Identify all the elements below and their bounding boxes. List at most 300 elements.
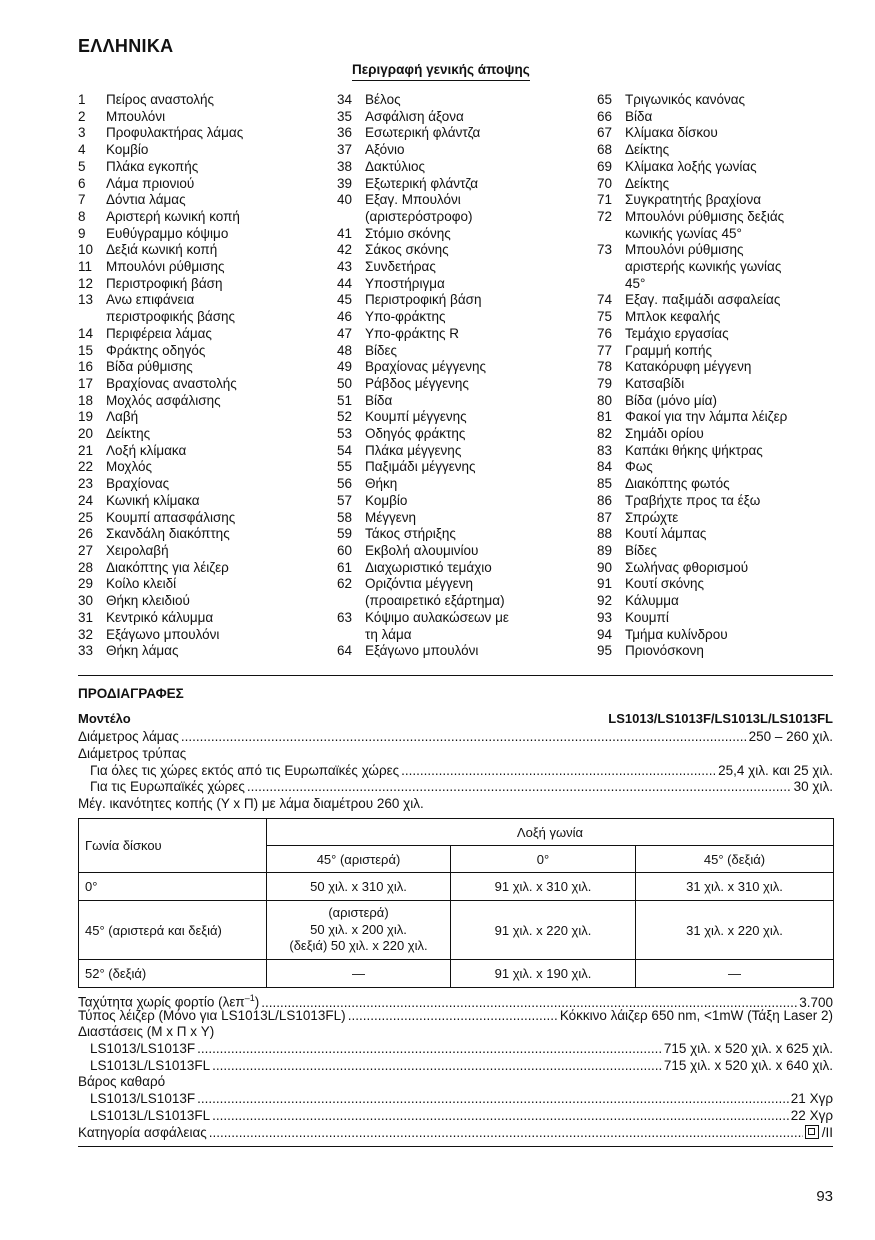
- table-cell: 0°: [79, 873, 267, 901]
- part-name: Κομβίο: [106, 142, 149, 158]
- part-number: 63: [337, 609, 353, 625]
- part-list-item: [597, 242, 787, 292]
- part-name: Πλάκα εγκοπής: [106, 158, 199, 174]
- part-list-item: [337, 226, 509, 243]
- part-list-item: [78, 109, 243, 126]
- weight-row-1: [90, 1090, 833, 1107]
- table-cell: —: [267, 960, 451, 988]
- part-number: 51: [337, 392, 353, 408]
- part-number: 54: [337, 442, 353, 458]
- part-list-item: [597, 510, 787, 527]
- dimensions-value: 715 χιλ. x 520 χιλ. x 625 χιλ.: [663, 1041, 833, 1056]
- part-name: Θήκη: [365, 476, 398, 492]
- part-number: 32: [78, 626, 94, 642]
- part-list-item: [337, 526, 509, 543]
- part-name: Βίδες: [625, 542, 658, 558]
- part-number: 88: [597, 526, 613, 542]
- part-list-item: [597, 292, 787, 309]
- table-col-header: 45° (αριστερά): [267, 846, 451, 873]
- part-name: Εξωτερική φλάντζα: [365, 175, 479, 191]
- part-list-item: [78, 627, 243, 644]
- part-name: Τάκος στήριξης: [365, 526, 456, 542]
- no-load-speed-unit-exponent: –1: [244, 993, 255, 1003]
- part-list-item: [337, 343, 509, 360]
- part-name: Κλίμακα λοξής γωνίας: [625, 158, 757, 174]
- part-number: 73: [597, 242, 613, 258]
- part-number: 18: [78, 392, 94, 408]
- part-number: 77: [597, 342, 613, 358]
- table-row-header: Γωνία δίσκου: [79, 819, 267, 873]
- part-name: Φως: [625, 459, 653, 475]
- part-list-item: [597, 610, 787, 627]
- part-number: 53: [337, 426, 353, 442]
- part-list-item: [78, 610, 243, 627]
- leader-dots: [181, 728, 747, 745]
- part-list-item: [337, 476, 509, 493]
- part-name: Δόντια λάμας: [106, 192, 186, 208]
- part-list-item: [78, 192, 243, 209]
- part-number: 89: [597, 542, 613, 558]
- part-number: 57: [337, 492, 353, 508]
- part-list-item: [597, 627, 787, 644]
- part-name: Εκβολή αλουμινίου: [365, 542, 479, 558]
- table-cell: 91 χιλ. x 220 χιλ.: [451, 901, 636, 960]
- overview-title: Περιγραφή γενικής άποψης: [352, 62, 530, 81]
- table-cell: 52° (δεξιά): [79, 960, 267, 988]
- model-value: LS1013/LS1013F/LS1013L/LS1013FL: [608, 711, 833, 726]
- part-number: 13: [78, 292, 94, 308]
- part-number: 5: [78, 158, 86, 174]
- part-name: Βραχίονας μέγγενης: [365, 359, 486, 375]
- weight-label: Βάρος καθαρό: [78, 1074, 166, 1089]
- part-name: Φακοί για την λάμπα λέιζερ: [625, 409, 788, 425]
- part-name: Αξόνιο: [365, 142, 405, 158]
- part-name: Οδηγός φράκτης: [365, 426, 466, 442]
- part-name: Κουμπί απασφάλισης: [106, 509, 236, 525]
- part-list-item: [78, 459, 243, 476]
- part-name: Κωνική κλίμακα: [106, 492, 200, 508]
- no-load-speed-text: Ταχύτητα χωρίς φορτίο (λεπ: [78, 994, 245, 1010]
- hole-diameter-label: Διάμετρος τρύπας: [78, 746, 187, 761]
- part-name: Υποστήριγμα: [365, 275, 445, 291]
- safety-class-label: Κατηγορία ασφάλειας: [78, 1125, 207, 1140]
- part-list-item: [337, 443, 509, 460]
- part-number: 69: [597, 158, 613, 174]
- part-name: Μοχλός: [106, 459, 153, 475]
- part-name: Δεξιά κωνική κοπή: [106, 242, 218, 258]
- part-name: Βραχίονας: [106, 476, 170, 492]
- part-name: Γραμμή κοπής: [625, 342, 712, 358]
- part-list-item: [337, 242, 509, 259]
- part-list-item: [337, 276, 509, 293]
- part-name: Δείκτης: [106, 426, 151, 442]
- part-number: 72: [597, 208, 613, 224]
- table-row: [79, 960, 834, 988]
- part-number: 61: [337, 559, 353, 575]
- part-list-item: [78, 510, 243, 527]
- part-name: Βίδα ρύθμισης: [106, 359, 193, 375]
- safety-class-row: [78, 1124, 833, 1141]
- part-name: Παξιμάδι μέγγενης: [365, 459, 476, 475]
- part-list-item: [597, 576, 787, 593]
- part-name: Δείκτης: [625, 175, 670, 191]
- part-number: 33: [78, 643, 94, 659]
- part-list-item: [337, 610, 509, 643]
- bottom-divider: [78, 1146, 833, 1147]
- part-list-item: [597, 159, 787, 176]
- part-name: Καπάκι θήκης ψήκτρας: [625, 442, 763, 458]
- part-name: Κατακόρυφη μέγγενη: [625, 359, 752, 375]
- part-list-item: [597, 493, 787, 510]
- leader-dots: [209, 1124, 803, 1141]
- leader-dots: [197, 1040, 662, 1057]
- part-number: 11: [78, 259, 93, 275]
- part-number: 71: [597, 192, 613, 208]
- weight-value: 21 Χγρ: [790, 1091, 833, 1106]
- part-number: 1: [78, 92, 86, 107]
- part-list-item: [597, 543, 787, 560]
- part-number: 76: [597, 325, 613, 341]
- part-list-item: [337, 393, 509, 410]
- part-list-item: [337, 326, 509, 343]
- part-number: 9: [78, 225, 86, 241]
- part-number: 47: [337, 325, 353, 341]
- part-list-item: [597, 192, 787, 209]
- part-list-item: [337, 409, 509, 426]
- part-list-item: [78, 92, 243, 109]
- part-number: 24: [78, 492, 94, 508]
- part-name: Τραβήχτε προς τα έξω: [625, 492, 761, 508]
- part-name: Δείκτης: [625, 142, 670, 158]
- part-number: 2: [78, 108, 86, 124]
- part-name: Εξαγ. παξιμάδι ασφαλείας: [625, 292, 781, 308]
- part-number: 60: [337, 542, 353, 558]
- part-number: 59: [337, 526, 353, 542]
- part-list-item: [337, 376, 509, 393]
- parts-column-3: [597, 92, 787, 660]
- part-name: Κόψιμο αυλακώσεων με τη λάμα: [365, 609, 509, 642]
- part-name: Σκανδάλη διακόπτης: [106, 526, 230, 542]
- table-cell: 91 χιλ. x 190 χιλ.: [451, 960, 636, 988]
- part-list-item: [597, 526, 787, 543]
- part-list-item: [78, 593, 243, 610]
- part-number: 26: [78, 526, 94, 542]
- table-cell: 31 χιλ. x 220 χιλ.: [636, 901, 834, 960]
- part-name: Βίδες: [365, 342, 398, 358]
- dimensions-row-1: [90, 1040, 833, 1057]
- hole-eu-value: 30 χιλ.: [793, 779, 833, 794]
- hole-eu-label: Για τις Ευρωπαϊκές χώρες: [90, 779, 245, 794]
- part-list-item: [337, 142, 509, 159]
- part-number: 14: [78, 325, 94, 341]
- part-list-item: [78, 543, 243, 560]
- part-number: 35: [337, 108, 353, 124]
- blade-diameter-label: Διάμετρος λάμας: [78, 729, 179, 744]
- part-name: Μέγγενη: [365, 509, 417, 525]
- part-number: 39: [337, 175, 353, 191]
- part-name: Μπουλόνι ρύθμισης αριστερής κωνικής γωνίας 45°: [625, 242, 782, 291]
- dimensions-model-label: LS1013L/LS1013FL: [90, 1058, 211, 1073]
- no-load-speed-close: ): [254, 994, 260, 1010]
- part-name: Μπουλόνι ρύθμισης δεξιάς κωνικής γωνίας 45°: [625, 208, 785, 241]
- part-number: 22: [78, 459, 94, 475]
- part-number: 79: [597, 375, 613, 391]
- part-name: Οριζόντια μέγγενη (προαιρετικό εξάρτημα): [365, 576, 505, 609]
- part-list-item: [78, 526, 243, 543]
- part-list-item: [597, 426, 787, 443]
- part-name: Ανω επιφάνεια περιστροφικής βάσης: [106, 292, 236, 325]
- part-list-item: [337, 459, 509, 476]
- part-list-item: [337, 510, 509, 527]
- part-number: 8: [78, 208, 86, 224]
- part-number: 78: [597, 359, 613, 375]
- part-name: Τριγωνικός κανόνας: [625, 92, 746, 107]
- language-heading: ΕΛΛΗΝΙΚΑ: [78, 36, 174, 56]
- part-list-item: [597, 376, 787, 393]
- model-label: Μοντέλο: [78, 711, 131, 726]
- part-name: Μπουλόνι: [106, 108, 166, 124]
- part-list-item: [337, 109, 509, 126]
- part-number: 55: [337, 459, 353, 475]
- part-name: Λαβή: [106, 409, 139, 425]
- part-name: Σωλήνας φθορισμού: [625, 559, 749, 575]
- part-name: Χειρολαβή: [106, 542, 169, 558]
- part-list-item: [78, 376, 243, 393]
- part-list-item: [78, 359, 243, 376]
- part-list-item: [597, 560, 787, 577]
- part-list-item: [78, 393, 243, 410]
- part-number: 25: [78, 509, 94, 525]
- table-cell-line: (αριστερά): [328, 905, 389, 921]
- safety-class-value-wrap: [805, 1124, 833, 1141]
- part-name: Διακόπτης για λέιζερ: [106, 559, 229, 575]
- part-number: 17: [78, 375, 94, 391]
- part-name: Κοίλο κλειδί: [106, 576, 177, 592]
- blade-diameter-value: 250 – 260 χιλ.: [748, 729, 833, 744]
- table-cell: [267, 901, 451, 960]
- part-list-item: [78, 259, 243, 276]
- hole-non-eu-value: 25,4 χιλ. και 25 χιλ.: [718, 763, 833, 778]
- part-list-item: [337, 92, 509, 109]
- part-name: Βίδα: [365, 392, 393, 408]
- part-list-item: [337, 426, 509, 443]
- table-group-header: Λοξή γωνία: [267, 819, 834, 846]
- leader-dots: [212, 1057, 662, 1074]
- part-name: Περιστροφική βάση: [365, 292, 482, 308]
- cutting-capacity-table: [78, 818, 834, 988]
- part-list-item: [78, 409, 243, 426]
- part-number: 45: [337, 292, 353, 308]
- table-cell: 50 χιλ. x 310 χιλ.: [267, 873, 451, 901]
- part-name: Κατσαβίδι: [625, 375, 685, 391]
- part-number: 70: [597, 175, 613, 191]
- part-number: 23: [78, 476, 94, 492]
- part-list-item: [337, 259, 509, 276]
- dimensions-label: Διαστάσεις (Μ x Π x Υ): [78, 1024, 215, 1039]
- part-name: Λάμα πριονιού: [106, 175, 195, 191]
- table-row: [79, 901, 834, 960]
- part-number: 21: [78, 442, 94, 458]
- part-number: 49: [337, 359, 353, 375]
- part-list-item: [78, 292, 243, 325]
- part-name: Κουτί σκόνης: [625, 576, 705, 592]
- part-number: 94: [597, 626, 613, 642]
- part-list-item: [78, 443, 243, 460]
- part-name: Κουτί λάμπας: [625, 526, 707, 542]
- dimensions-model-label: LS1013/LS1013F: [90, 1041, 196, 1056]
- weight-model-label: LS1013L/LS1013FL: [90, 1108, 211, 1123]
- part-name: Κομβίο: [365, 492, 408, 508]
- part-name: Κάλυμμα: [625, 593, 679, 609]
- part-list-item: [597, 343, 787, 360]
- part-number: 37: [337, 142, 353, 158]
- part-list-item: [597, 476, 787, 493]
- part-number: 93: [597, 609, 613, 625]
- part-name: Σημάδι ορίου: [625, 426, 704, 442]
- part-name: Εσωτερική φλάντζα: [365, 125, 481, 141]
- part-list-item: [78, 159, 243, 176]
- part-name: Κουμπί: [625, 609, 669, 625]
- part-list-item: [597, 92, 787, 109]
- part-list-item: [78, 125, 243, 142]
- part-number: 46: [337, 309, 353, 325]
- leader-dots: [401, 762, 716, 779]
- part-name: Ευθύγραμμο κόψιμο: [106, 225, 229, 241]
- leader-dots: [247, 778, 792, 795]
- part-list-item: [597, 326, 787, 343]
- part-list-item: [597, 142, 787, 159]
- leader-dots: [197, 1090, 789, 1107]
- part-number: 41: [337, 225, 353, 241]
- part-list-item: [78, 142, 243, 159]
- part-number: 34: [337, 92, 353, 107]
- part-number: 81: [597, 409, 613, 425]
- part-list-item: [78, 242, 243, 259]
- part-list-item: [337, 176, 509, 193]
- hole-non-eu-label: Για όλες τις χώρες εκτός από τις Ευρωπαϊκές χώρες: [90, 763, 400, 778]
- part-number: 40: [337, 192, 353, 208]
- part-number: 44: [337, 275, 353, 291]
- table-cell: —: [636, 960, 834, 988]
- part-list-item: [337, 543, 509, 560]
- part-list-item: [78, 343, 243, 360]
- page-number: 93: [816, 1188, 833, 1205]
- part-number: 20: [78, 426, 94, 442]
- table-cell: 45° (αριστερά και δεξιά): [79, 901, 267, 960]
- part-name: Αριστερή κωνική κοπή: [106, 208, 240, 224]
- hole-non-eu-row: [90, 762, 833, 779]
- part-number: 16: [78, 359, 94, 375]
- part-number: 36: [337, 125, 353, 141]
- part-number: 19: [78, 409, 94, 425]
- part-list-item: [78, 276, 243, 293]
- part-number: 66: [597, 108, 613, 124]
- part-number: 38: [337, 158, 353, 174]
- table-col-header: 45° (δεξιά): [636, 846, 834, 873]
- part-number: 56: [337, 476, 353, 492]
- part-name: Σπρώχτε: [625, 509, 679, 525]
- part-name: Θήκη λάμας: [106, 643, 179, 659]
- part-name: Πριονόσκονη: [625, 643, 704, 659]
- table-cell: 31 χιλ. x 310 χιλ.: [636, 873, 834, 901]
- part-list-item: [337, 309, 509, 326]
- part-number: 42: [337, 242, 353, 258]
- part-name: Προφυλακτήρας λάμας: [106, 125, 244, 141]
- part-list-item: [337, 643, 509, 660]
- part-name: Ράβδος μέγγενης: [365, 375, 469, 391]
- part-name: Περιστροφική βάση: [106, 275, 223, 291]
- part-number: 43: [337, 259, 353, 275]
- safety-class-value: /II: [821, 1125, 833, 1140]
- part-list-item: [78, 476, 243, 493]
- part-list-item: [337, 192, 509, 225]
- part-number: 50: [337, 375, 353, 391]
- part-number: 62: [337, 576, 353, 592]
- part-name: Φράκτης οδηγός: [106, 342, 206, 358]
- part-list-item: [597, 309, 787, 326]
- table-row: [79, 873, 834, 901]
- part-number: 92: [597, 593, 613, 609]
- part-list-item: [78, 226, 243, 243]
- part-name: Υπο-φράκτης R: [365, 325, 459, 341]
- weight-model-label: LS1013/LS1013F: [90, 1091, 196, 1106]
- part-number: 28: [78, 559, 94, 575]
- part-name: Βραχίονας αναστολής: [106, 375, 237, 391]
- part-number: 31: [78, 609, 94, 625]
- specifications-title: ΠΡΟΔΙΑΓΡΑΦΕΣ: [78, 686, 184, 701]
- part-number: 87: [597, 509, 613, 525]
- part-list-item: [597, 209, 787, 242]
- part-list-item: [597, 459, 787, 476]
- part-list-item: [78, 426, 243, 443]
- part-number: 52: [337, 409, 353, 425]
- double-insulation-icon: [805, 1125, 819, 1139]
- part-number: 10: [78, 242, 94, 258]
- part-list-item: [337, 292, 509, 309]
- part-number: 64: [337, 643, 353, 659]
- part-number: 27: [78, 542, 94, 558]
- part-list-item: [337, 576, 509, 609]
- dimensions-value: 715 χιλ. x 520 χιλ. x 640 χιλ.: [663, 1058, 833, 1073]
- part-list-item: [597, 393, 787, 410]
- part-name: Τμήμα κυλίνδρου: [625, 626, 728, 642]
- part-number: 7: [78, 192, 86, 208]
- part-list-item: [597, 125, 787, 142]
- part-name: Εξάγωνο μπουλόνι: [365, 643, 479, 659]
- part-list-item: [597, 109, 787, 126]
- part-number: 68: [597, 142, 613, 158]
- part-list-item: [78, 576, 243, 593]
- part-number: 83: [597, 442, 613, 458]
- part-list-item: [337, 125, 509, 142]
- part-list-item: [597, 643, 787, 660]
- dimensions-row-2: [90, 1057, 833, 1074]
- part-number: 90: [597, 559, 613, 575]
- leader-dots: [348, 1007, 558, 1024]
- part-list-item: [597, 359, 787, 376]
- laser-value: Κόκκινο λάιζερ 650 nm, <1mW (Τάξη Laser 2): [559, 1008, 833, 1023]
- laser-row: [78, 1007, 833, 1024]
- leader-dots: [212, 1107, 789, 1124]
- section-divider: [78, 675, 833, 676]
- part-name: Περιφέρεια λάμας: [106, 325, 212, 341]
- part-name: Διαχωριστικό τεμάχιο: [365, 559, 492, 575]
- table-cell-line: 50 χιλ. x 200 χιλ.: [310, 921, 407, 937]
- part-name: Συνδετήρας: [365, 259, 436, 275]
- part-name: Υπο-φράκτης: [365, 309, 446, 325]
- part-list-item: [597, 593, 787, 610]
- part-name: Μπουλόνι ρύθμισης: [106, 259, 225, 275]
